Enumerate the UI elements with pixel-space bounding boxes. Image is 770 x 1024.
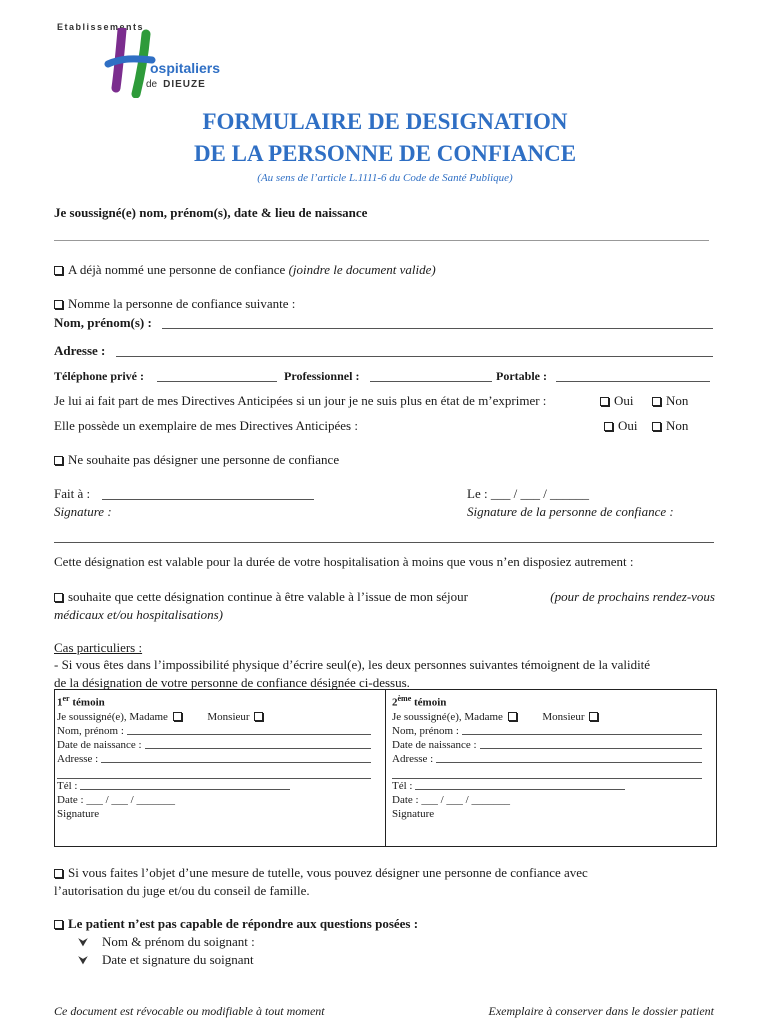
checkbox-icon[interactable] bbox=[589, 712, 598, 721]
phone-private-label: Téléphone privé : bbox=[54, 369, 144, 383]
witness-2-birth[interactable]: Date de naissance : bbox=[392, 738, 714, 752]
fait-a-label: Fait à : bbox=[54, 486, 91, 501]
oui-label: Oui bbox=[618, 418, 638, 433]
fait-a-field[interactable] bbox=[102, 486, 314, 500]
checkbox-icon[interactable] bbox=[508, 712, 517, 721]
option-no-designation[interactable] bbox=[54, 452, 339, 468]
witness-1-address[interactable]: Adresse : bbox=[57, 752, 383, 766]
field-line[interactable] bbox=[480, 738, 702, 749]
non-label: Non bbox=[666, 393, 689, 408]
continue-option[interactable] bbox=[54, 589, 717, 605]
witness-1-signature: Signature bbox=[57, 807, 100, 820]
field-line[interactable] bbox=[80, 779, 290, 790]
le-text: Le : bbox=[467, 486, 488, 501]
separator-line bbox=[54, 542, 714, 543]
witness-1-title: 1er témoin bbox=[57, 694, 105, 709]
logo-bottom-name: DIEUZE bbox=[163, 79, 206, 90]
phone-mobile-field[interactable] bbox=[556, 369, 710, 382]
witness-1-intro: Je soussigné(e), Madame Monsieur bbox=[57, 710, 383, 724]
continue-note-2: médicaux et/ou hospitalisations) bbox=[54, 607, 223, 622]
field-line[interactable] bbox=[462, 724, 702, 735]
witness-1-address-2[interactable] bbox=[57, 766, 371, 779]
checkbox-icon[interactable] bbox=[54, 266, 63, 275]
footer-left: Ce document est révocable ou modifiable à tout moment bbox=[54, 1004, 325, 1018]
continue-text: souhaite que cette désignation continue à être valable à l’issue de mon séjour bbox=[68, 589, 468, 604]
signature-confiance-label: Signature de la personne de confiance : bbox=[467, 504, 674, 519]
checkbox-icon[interactable] bbox=[54, 300, 63, 309]
continue-note: (pour de prochains rendez-vous bbox=[550, 589, 715, 604]
footer-right: Exemplaire à conserver dans le dossier patient bbox=[488, 1004, 714, 1018]
cas-particuliers-title: Cas particuliers : bbox=[54, 640, 143, 655]
phone-private-field[interactable] bbox=[157, 369, 277, 382]
tutelle-line-1: Si vous faites l’objet d’une mesure de tutelle, vous pouvez désigner une personne de confiance avec bbox=[68, 865, 588, 880]
address-label: Adresse : bbox=[54, 343, 106, 358]
title-line-1: FORMULAIRE DE DESIGNATION bbox=[202, 109, 568, 134]
cas-line-1: - Si vous êtes dans l’impossibilité physique d’écrire seul(e), les deux personnes suivantes témoignent de la validité bbox=[54, 657, 651, 672]
phone-pro-field[interactable] bbox=[370, 369, 492, 382]
witness-2-address-2[interactable] bbox=[392, 766, 702, 779]
witness-1-name[interactable]: Nom, prénom : bbox=[57, 724, 383, 738]
witness-2-name[interactable]: Nom, prénom : bbox=[392, 724, 714, 738]
field-line[interactable] bbox=[127, 724, 371, 735]
logo bbox=[54, 18, 224, 98]
logo-bottom-prefix: de bbox=[146, 79, 158, 90]
subtitle: (Au sens de l’article L.1111-6 du Code de Santé Publique) bbox=[257, 172, 513, 184]
soignant-item-2: ⮟ Date et signature du soignant bbox=[78, 952, 254, 967]
signature-label: Signature : bbox=[54, 504, 112, 519]
directives-question-1: Je lui ai fait part de mes Directives Anticipées si un jour je ne suis plus en état de m’exprimer : bbox=[54, 393, 547, 408]
patient-incapable-option[interactable] bbox=[54, 916, 418, 932]
phone-mobile-label: Portable : bbox=[496, 369, 547, 383]
option-already-named[interactable] bbox=[54, 262, 436, 278]
witness-2-date[interactable]: Date : ___ / ___ / _______ bbox=[392, 793, 510, 806]
option-name-person[interactable] bbox=[54, 296, 295, 312]
address-field[interactable] bbox=[116, 343, 713, 357]
witness-2-signature: Signature bbox=[392, 807, 435, 820]
logo-bottom bbox=[146, 79, 206, 90]
title-line-2: DE LA PERSONNE DE CONFIANCE bbox=[193, 141, 577, 166]
directives-q1-oui[interactable] bbox=[600, 393, 634, 409]
option-no-designation-label: Ne souhaite pas désigner une personne de confiance bbox=[68, 452, 340, 467]
intro-label: Je soussigné(e) nom, prénom(s), date & lieu de naissance bbox=[54, 205, 368, 220]
witness-1-date[interactable]: Date : ___ / ___ / _______ bbox=[57, 793, 175, 806]
le-label bbox=[467, 486, 589, 502]
name-field[interactable] bbox=[162, 315, 713, 329]
oui-label: Oui bbox=[614, 393, 634, 408]
option-name-person-label: Nomme la personne de confiance suivante : bbox=[68, 296, 296, 311]
le-date-field[interactable]: ___ / ___ / ______ bbox=[490, 486, 590, 501]
option-already-named-label: A déjà nommé une personne de confiance bbox=[68, 262, 286, 277]
soignant-item-1: ⮟ Nom & prénom du soignant : bbox=[78, 934, 255, 949]
witness-2 bbox=[386, 690, 717, 847]
witness-2-title: 2ème témoin bbox=[392, 694, 447, 709]
field-line[interactable] bbox=[415, 779, 625, 790]
directives-q2-non[interactable] bbox=[652, 418, 688, 434]
checkbox-icon[interactable] bbox=[652, 397, 661, 406]
field-line[interactable] bbox=[101, 752, 371, 763]
arrow-bullet-icon: ⮟ bbox=[78, 935, 89, 949]
checkbox-icon[interactable] bbox=[54, 593, 63, 602]
logo-top-text: Etablissements bbox=[57, 22, 145, 32]
checkbox-icon[interactable] bbox=[652, 422, 661, 431]
option-already-named-note: (joindre le document valide) bbox=[288, 262, 436, 277]
tutelle-option[interactable] bbox=[54, 865, 588, 881]
cas-line-2: de la désignation de votre personne de confiance désignée ci-dessus. bbox=[54, 675, 410, 690]
intro-field[interactable] bbox=[54, 232, 709, 241]
witness-2-tel[interactable]: Tél : bbox=[392, 779, 714, 793]
witness-1 bbox=[55, 690, 386, 847]
checkbox-icon[interactable] bbox=[54, 456, 63, 465]
checkbox-icon[interactable] bbox=[600, 397, 609, 406]
logo-word: ospitaliers bbox=[150, 60, 221, 76]
checkbox-icon[interactable] bbox=[54, 869, 63, 878]
witness-2-address[interactable]: Adresse : bbox=[392, 752, 714, 766]
checkbox-icon[interactable] bbox=[173, 712, 182, 721]
witness-2-intro: Je soussigné(e), Madame Monsieur bbox=[392, 710, 714, 724]
witness-table bbox=[54, 689, 717, 847]
name-label: Nom, prénom(s) : bbox=[54, 315, 152, 330]
phone-pro-label: Professionnel : bbox=[284, 369, 360, 383]
directives-question-2: Elle possède un exemplaire de mes Directives Anticipées : bbox=[54, 418, 358, 433]
witness-1-tel[interactable]: Tél : bbox=[57, 779, 383, 793]
patient-incapable-label: Le patient n’est pas capable de répondre aux questions posées : bbox=[68, 916, 419, 931]
directives-q1-non[interactable] bbox=[652, 393, 688, 409]
field-line[interactable] bbox=[436, 752, 702, 763]
non-label: Non bbox=[666, 418, 689, 433]
directives-q2-oui[interactable] bbox=[604, 418, 638, 434]
tutelle-line-2: l’autorisation du juge et/ou du conseil de famille. bbox=[54, 883, 310, 898]
validity-text: Cette désignation est valable pour la durée de votre hospitalisation à moins que vous n’en disposiez autrement : bbox=[54, 554, 634, 569]
checkbox-icon[interactable] bbox=[604, 422, 613, 431]
checkbox-icon[interactable] bbox=[54, 920, 63, 929]
witness-1-birth[interactable]: Date de naissance : bbox=[57, 738, 383, 752]
field-line[interactable] bbox=[145, 738, 371, 749]
checkbox-icon[interactable] bbox=[254, 712, 263, 721]
arrow-bullet-icon: ⮟ bbox=[78, 953, 89, 967]
